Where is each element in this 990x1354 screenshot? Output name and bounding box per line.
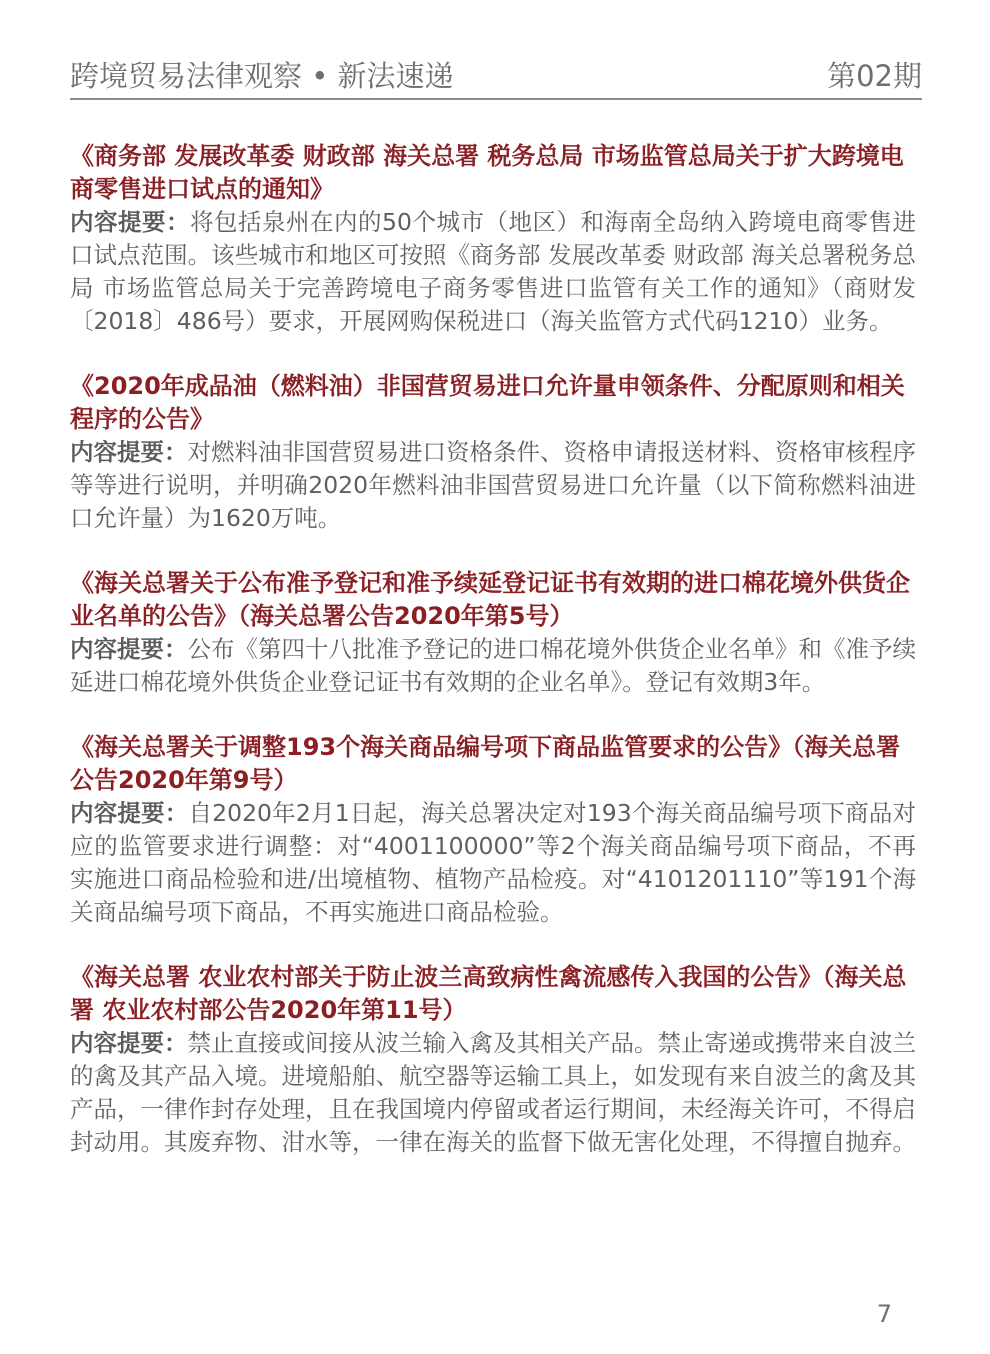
regulation-summary bbox=[70, 436, 916, 535]
regulation-entry bbox=[70, 370, 916, 535]
page-header bbox=[70, 52, 922, 100]
regulation-title: 《商务部 发展改革委 财政部 海关总署 税务总局 市场监管总局关于扩大跨境电商零售进口试点的通知》 bbox=[70, 142, 904, 203]
regulation-summary bbox=[70, 206, 916, 338]
summary-label: 内容提要： bbox=[70, 208, 191, 236]
regulation-summary bbox=[70, 633, 916, 699]
regulation-entry bbox=[70, 567, 916, 699]
summary-text: 禁止直接或间接从波兰输入禽及其相关产品。禁止寄递或携带来自波兰的禽及其产品入境。进境船舶、航空器等运输工具上，如发现有来自波兰的禽及其产品，一律作封存处理，且在我国境内停留或者运行期间，未经海关许可，不得启封动用。其废弃物、泔水等，一律在海关的监督下做无害化处理，不得擅自抛弃。 bbox=[70, 1029, 916, 1156]
summary-text: 公布《第四十八批准予登记的进口棉花境外供货企业名单》和《准予续延进口棉花境外供货企业登记证书有效期的企业名单》。登记有效期3年。 bbox=[70, 635, 916, 696]
regulation-entry bbox=[70, 140, 916, 338]
regulation-title: 《海关总署关于公布准予登记和准予续延登记证书有效期的进口棉花境外供货企业名单的公告》（海关总署公告2020年第5号） bbox=[70, 569, 910, 630]
regulation-entry bbox=[70, 961, 916, 1159]
summary-label: 内容提要： bbox=[70, 438, 188, 466]
summary-label: 内容提要： bbox=[70, 799, 189, 827]
header-title: 跨境贸易法律观察 • 新法速递 bbox=[70, 59, 454, 93]
regulation-summary bbox=[70, 1027, 916, 1159]
summary-text: 自2020年2月1日起，海关总署决定对193个海关商品编号项下商品对应的监管要求进行调整：对“4001100000”等2个海关商品编号项下商品，不再实施进口商品检验和进/出境植物、植物产品检疫。对“4101201110”等191个海关商品编号项下商品，不再实施进口商品检验。 bbox=[70, 799, 917, 926]
summary-label: 内容提要： bbox=[70, 635, 188, 663]
regulation-list bbox=[70, 140, 916, 1191]
regulation-title: 《海关总署 农业农村部关于防止波兰高致病性禽流感传入我国的公告》（海关总署 农业农村部公告2020年第11号） bbox=[70, 963, 907, 1024]
regulation-entry bbox=[70, 731, 916, 929]
regulation-title: 《2020年成品油（燃料油）非国营贸易进口允许量申领条件、分配原则和相关程序的公告》 bbox=[70, 372, 905, 433]
summary-text: 对燃料油非国营贸易进口资格条件、资格申请报送材料、资格审核程序等等进行说明，并明确2020年燃料油非国营贸易进口允许量（以下简称燃料油进口允许量）为1620万吨。 bbox=[70, 438, 916, 532]
regulation-title: 《海关总署关于调整193个海关商品编号项下商品监管要求的公告》（海关总署公告2020年第9号） bbox=[70, 733, 901, 794]
page-number: 7 bbox=[876, 1300, 892, 1328]
summary-label: 内容提要： bbox=[70, 1029, 188, 1057]
summary-text: 将包括泉州在内的50个城市（地区）和海南全岛纳入跨境电商零售进口试点范围。该些城市和地区可按照《商务部 发展改革委 财政部 海关总署税务总局 市场监管总局关于完善跨境电子商务零售进口监管有关工作的通知》（商财发〔2018〕486号）要求，开展网购保税进口（海关监管方式代码1210）业务。 bbox=[70, 208, 916, 335]
issue-number: 第02期 bbox=[827, 59, 922, 93]
regulation-summary bbox=[70, 797, 916, 929]
